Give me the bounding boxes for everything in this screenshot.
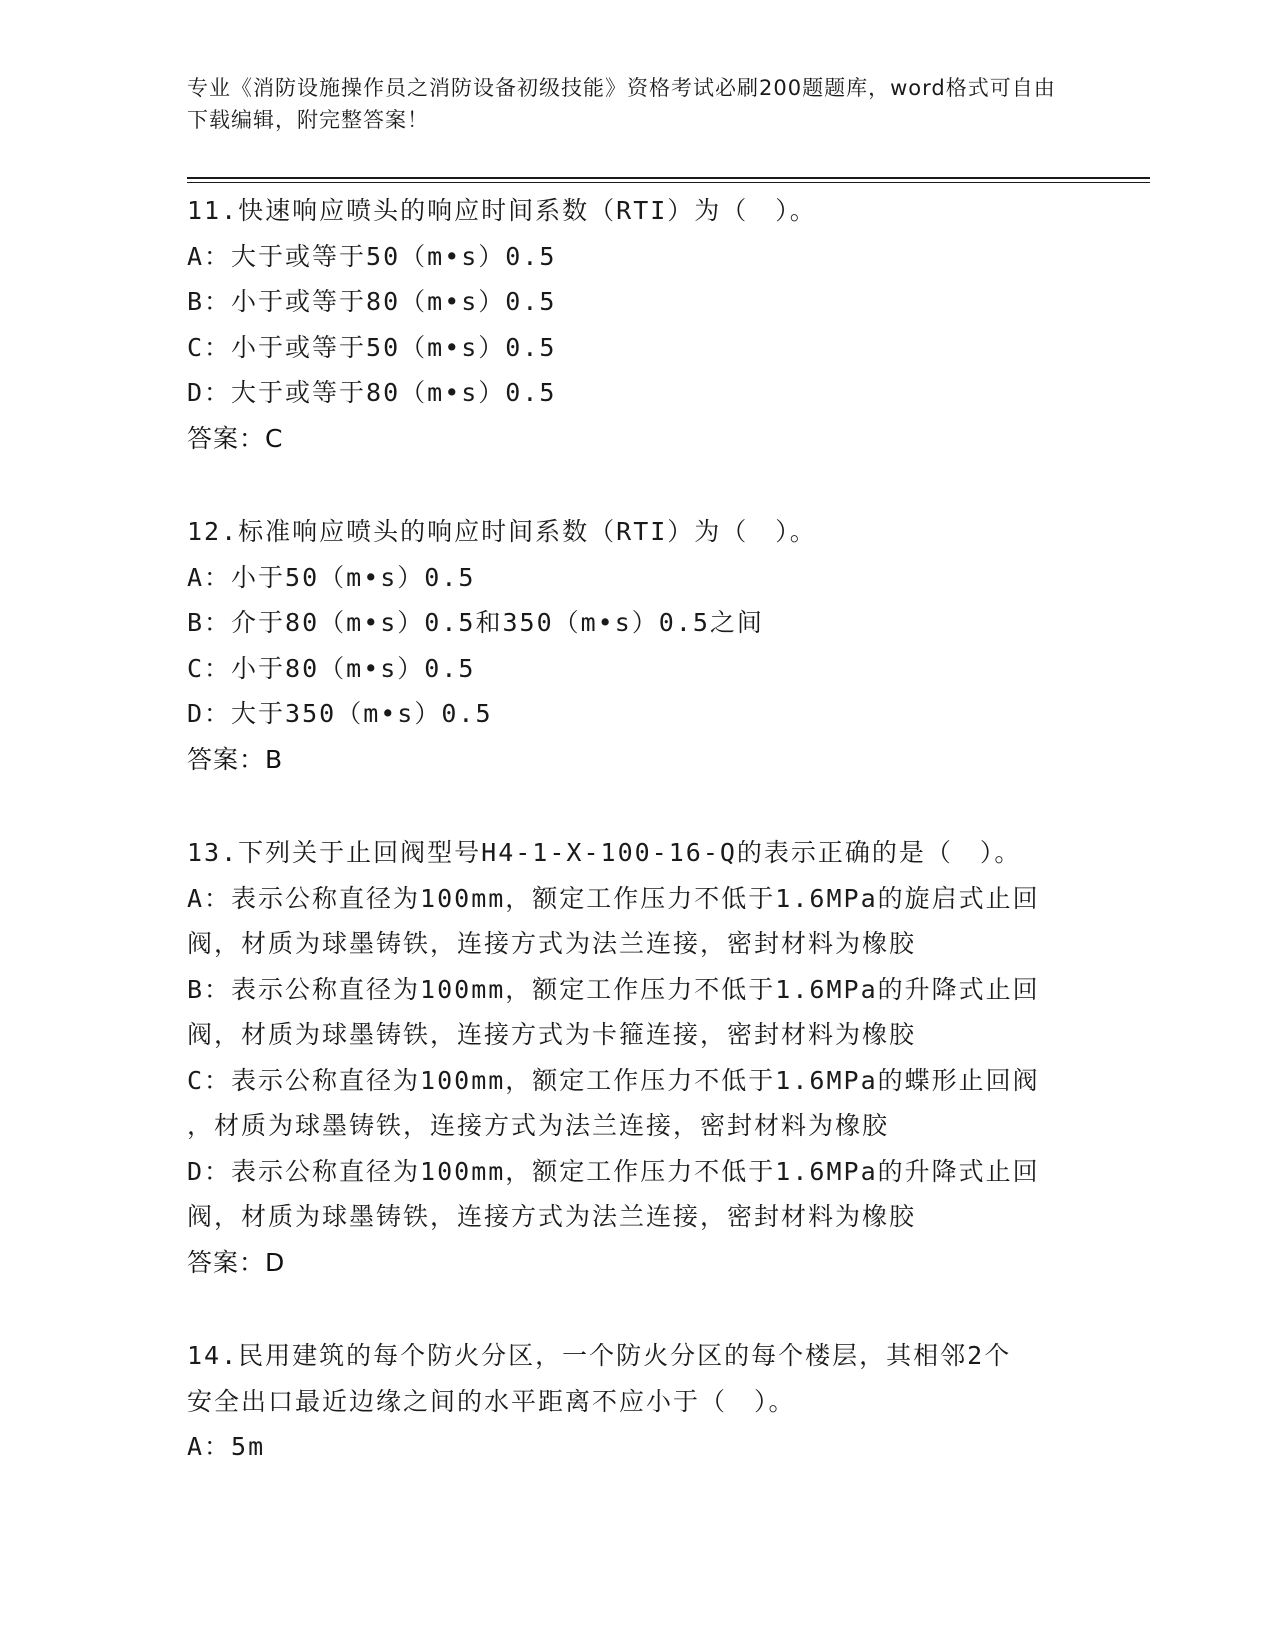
answer-label: 答案：D (187, 1247, 286, 1277)
option-d-line-2: 阀，材质为球墨铸铁，连接方式为法兰连接，密封材料为橡胶 (187, 1202, 917, 1231)
option-c-line-1: C：表示公称直径为100mm，额定工作压力不低于1.6MPa的蝶形止回阀 (187, 1065, 1040, 1095)
header-rule-thick (187, 177, 1150, 179)
question-stem-line-2: 安全出口最近边缘之间的水平距离不应小于（ ）。 (187, 1386, 796, 1416)
option-c: C：小于80（m•s）0.5 (187, 653, 476, 683)
question-stem: 11.快速响应喷头的响应时间系数（RTI）为（ ）。 (187, 196, 817, 225)
question-11 (187, 188, 1087, 461)
question-list (187, 188, 1087, 1470)
question-13 (187, 830, 1087, 1285)
option-b: B：介于80（m•s）0.5和350（m•s）0.5之间 (187, 608, 764, 637)
option-b-line-1: B：表示公称直径为100mm，额定工作压力不低于1.6MPa的升降式止回 (187, 974, 1040, 1004)
option-d: D：大于350（m•s）0.5 (187, 699, 493, 728)
answer-label: 答案：B (187, 744, 284, 774)
question-12 (187, 509, 1087, 782)
option-a: A：小于50（m•s）0.5 (187, 562, 476, 592)
question-stem: 13.下列关于止回阀型号H4-1-X-100-16-Q的表示正确的是（ ）。 (187, 838, 1022, 867)
option-a: A：5m (187, 1432, 266, 1461)
question-14 (187, 1333, 1087, 1470)
option-a: A：大于或等于50（m•s）0.5 (187, 241, 557, 271)
question-stem-line-1: 14.民用建筑的每个防火分区，一个防火分区的每个楼层，其相邻2个 (187, 1341, 1012, 1370)
document-header: 专业《消防设施操作员之消防设备初级技能》资格考试必刷200题题库，word格式可自由下载编辑，附完整答案！ (187, 76, 1056, 132)
option-a-line-1: A：表示公称直径为100mm，额定工作压力不低于1.6MPa的旋启式止回 (187, 883, 1040, 913)
option-a-line-2: 阀，材质为球墨铸铁，连接方式为法兰连接，密封材料为橡胶 (187, 929, 917, 958)
option-d: D：大于或等于80（m•s）0.5 (187, 378, 557, 407)
option-c-line-2: ，材质为球墨铸铁，连接方式为法兰连接，密封材料为橡胶 (187, 1111, 890, 1140)
option-d-line-1: D：表示公称直径为100mm，额定工作压力不低于1.6MPa的升降式止回 (187, 1156, 1040, 1186)
answer-label: 答案：C (187, 423, 284, 453)
option-c: C：小于或等于50（m•s）0.5 (187, 332, 557, 362)
option-b: B：小于或等于80（m•s）0.5 (187, 287, 557, 316)
question-stem: 12.标准响应喷头的响应时间系数（RTI）为（ ）。 (187, 517, 817, 546)
option-b-line-2: 阀，材质为球墨铸铁，连接方式为卡箍连接，密封材料为橡胶 (187, 1020, 917, 1049)
header-rule-thin (187, 182, 1150, 183)
